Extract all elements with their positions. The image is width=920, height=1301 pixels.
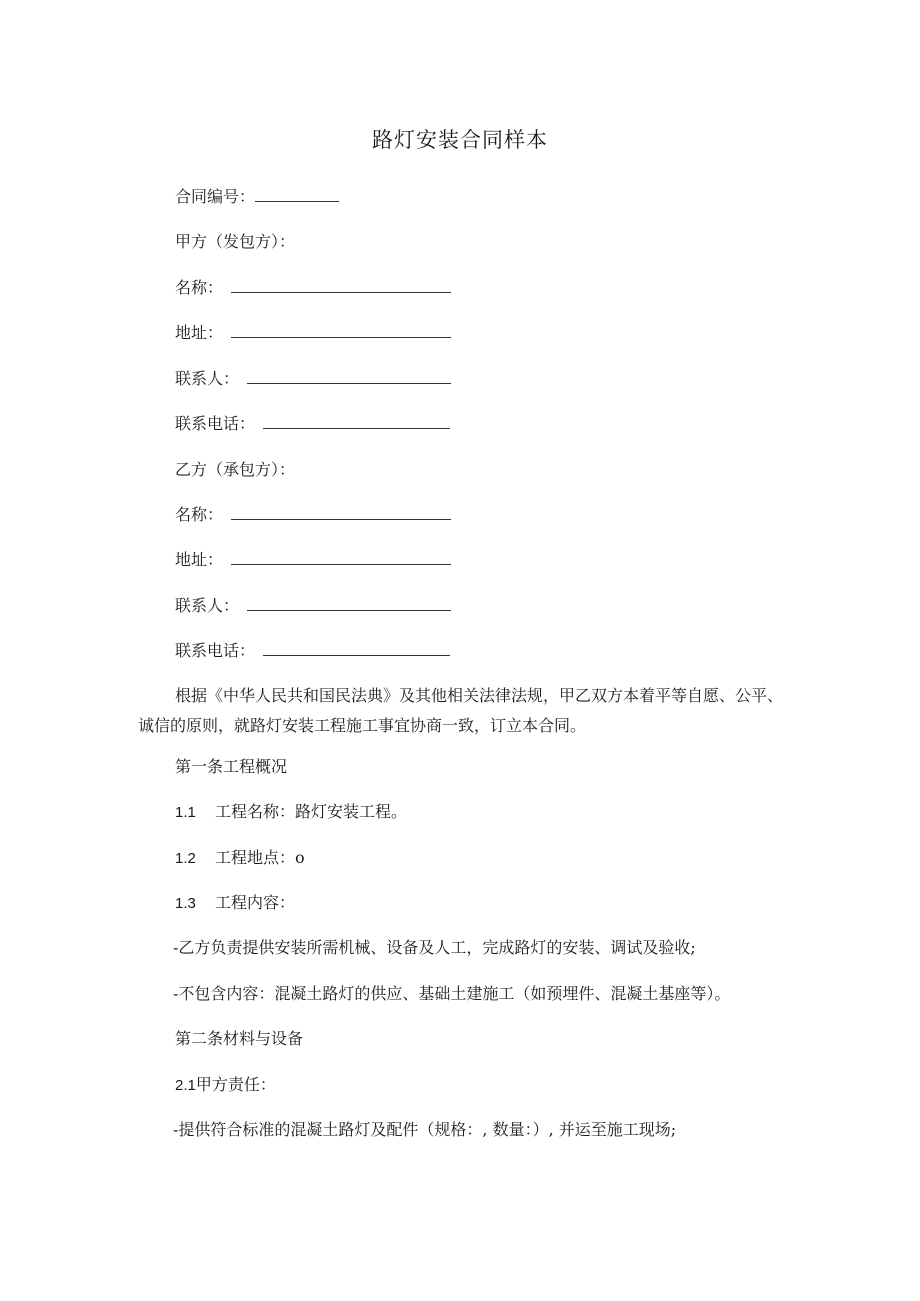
party-a-heading: 甲方（发包方）： — [175, 232, 296, 251]
article-1-item-3 — [175, 892, 295, 915]
party-b-phone-field — [175, 640, 450, 662]
article-1-item-2-text: 工程地点：o — [215, 848, 305, 867]
party-b-contact-blank[interactable] — [247, 596, 451, 611]
party-a-address-field — [175, 322, 451, 344]
party-a-phone-blank[interactable] — [263, 414, 450, 429]
article-1-item-3-number: 1.3 — [175, 895, 196, 912]
article-1-item-2-number: 1.2 — [175, 850, 196, 867]
party-a-contact-blank[interactable] — [247, 369, 451, 384]
party-b-name-label: 名称： — [175, 505, 224, 524]
party-b-contact-label: 联系人： — [175, 596, 240, 615]
party-b-address-label: 地址： — [175, 550, 224, 569]
article-1-bullet-1: -乙方负责提供安装所需机械、设备及人工，完成路灯的安装、调试及验收; — [173, 938, 696, 957]
contract-number-field — [175, 186, 339, 208]
article-1-item-2 — [175, 847, 305, 870]
party-b-heading: 乙方（承包方）： — [175, 460, 296, 479]
article-1-item-1 — [175, 801, 407, 824]
article-1-item-3-text: 工程内容： — [215, 893, 296, 912]
party-a-address-label: 地址： — [175, 323, 224, 342]
party-a-phone-field — [175, 413, 450, 435]
party-b-phone-label: 联系电话： — [175, 641, 256, 660]
article-1-item-1-number: 1.1 — [175, 804, 196, 821]
article-2-item-1-number: 2.1 — [175, 1077, 196, 1094]
party-a-contact-label: 联系人： — [175, 369, 240, 388]
party-b-name-field — [175, 504, 451, 526]
party-a-name-label: 名称： — [175, 278, 224, 297]
article-2-item-1-text: 甲方责任： — [195, 1075, 276, 1094]
party-a-contact-field — [175, 368, 451, 390]
preamble-paragraph: 根据《中华人民共和国民法典》及其他相关法律法规，甲乙双方本着平等自愿、公平、诚信的原则，就路灯安装工程施工事宜协商一致，订立本合同。 — [138, 686, 784, 735]
party-b-name-blank[interactable] — [231, 505, 451, 520]
article-2-heading: 第二条材料与设备 — [175, 1029, 304, 1048]
article-1-bullet-2: -不包含内容：混凝土路灯的供应、基础土建施工（如预埋件、混凝土基座等）。 — [173, 984, 731, 1003]
article-1-heading: 第一条工程概况 — [175, 757, 288, 776]
article-2-bullet-1: -提供符合标准的混凝土路灯及配件（规格：, 数量：）, 并运至施工现场; — [173, 1120, 677, 1139]
party-a-name-blank[interactable] — [231, 278, 451, 293]
contract-number-label: 合同编号： — [175, 187, 256, 206]
party-a-name-field — [175, 277, 451, 299]
party-b-contact-field — [175, 595, 451, 617]
party-b-address-field — [175, 549, 451, 571]
article-1-item-1-text: 工程名称：路灯安装工程。 — [215, 802, 408, 821]
document-title: 路灯安装合同样本 — [372, 128, 548, 152]
party-b-phone-blank[interactable] — [263, 641, 450, 656]
contract-number-blank[interactable] — [255, 187, 339, 202]
party-a-address-blank[interactable] — [231, 323, 451, 338]
party-a-phone-label: 联系电话： — [175, 414, 256, 433]
party-b-address-blank[interactable] — [231, 550, 451, 565]
article-2-item-1 — [175, 1074, 276, 1097]
